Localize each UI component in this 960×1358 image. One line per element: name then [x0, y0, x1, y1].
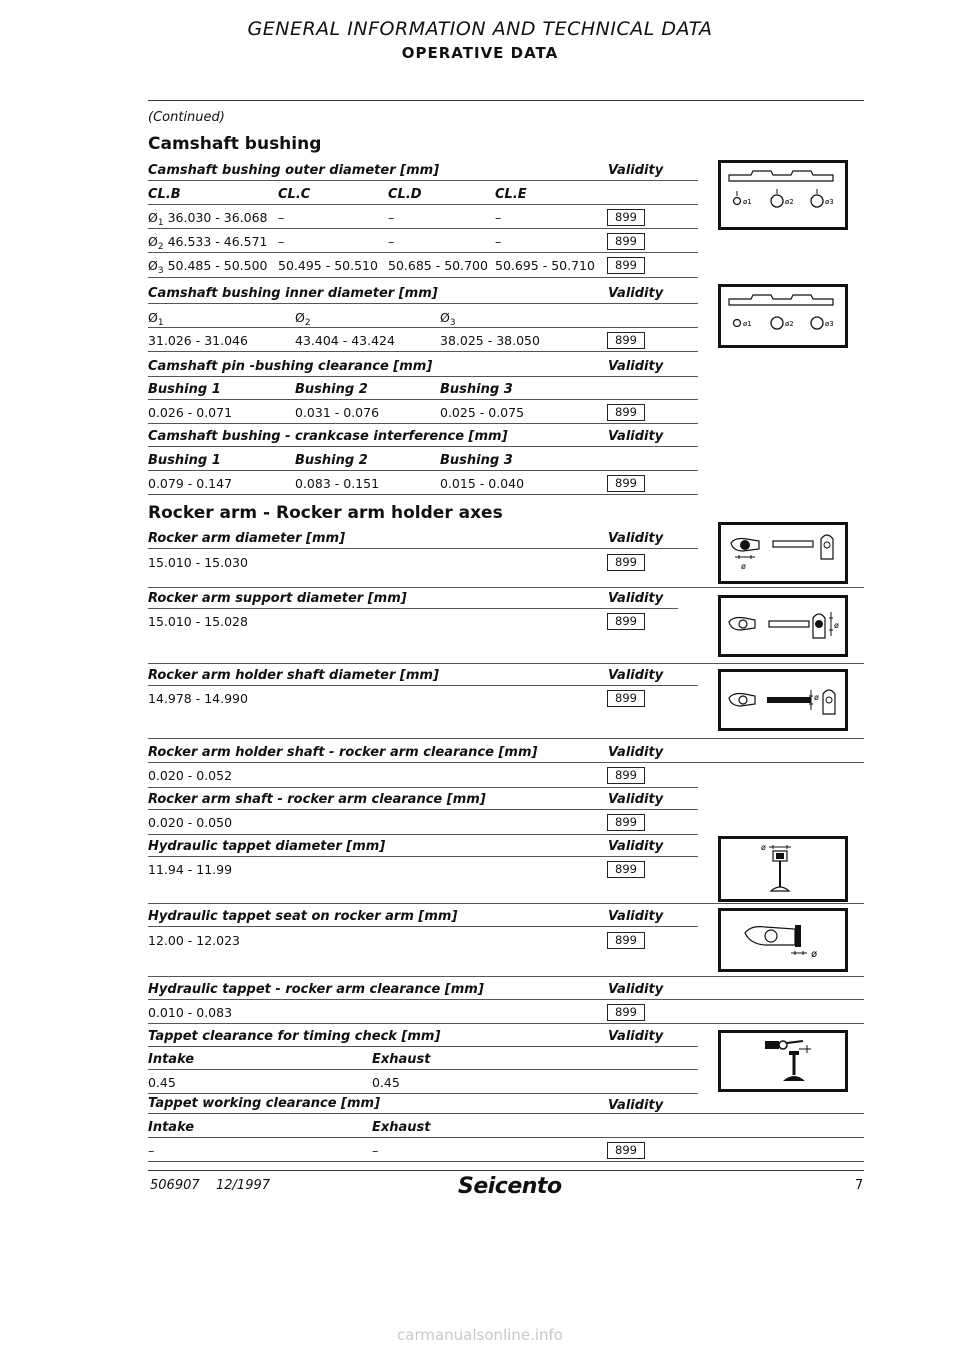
table-cell: 0.45 — [372, 1075, 400, 1090]
spec-value: 14.978 - 14.990 — [148, 691, 248, 706]
validity-code: 899 — [607, 257, 645, 274]
rocker-holder-shaft-diagram — [718, 669, 848, 731]
header-rule — [148, 100, 864, 101]
document-title: GENERAL INFORMATION AND TECHNICAL DATA — [247, 18, 713, 40]
validity-code: 899 — [607, 332, 645, 349]
table-cell: 0.45 — [148, 1075, 176, 1090]
spec-title: Rocker arm shaft - rocker arm clearance [mm] — [148, 792, 486, 807]
timing-check-diagram — [718, 1030, 848, 1092]
spec-title: Rocker arm support diameter [mm] — [148, 591, 407, 606]
validity-label: Validity — [608, 839, 664, 854]
footer-code: 506907 — [150, 1178, 200, 1193]
tappet-working-title: Tappet working clearance [mm] — [148, 1096, 381, 1111]
column-header: Intake — [148, 1120, 195, 1135]
validity-label: Validity — [608, 591, 664, 606]
tappet-seat-diagram — [718, 908, 848, 972]
validity-code: 899 — [607, 554, 645, 571]
spec-value: 11.94 - 11.99 — [148, 862, 233, 877]
spec-value: 15.010 - 15.030 — [148, 555, 248, 570]
table-cell: 0.083 - 0.151 — [295, 476, 380, 491]
footer-rule — [148, 1170, 864, 1171]
rocker-arm-diagram — [718, 522, 848, 584]
table-cell: 31.026 - 31.046 — [148, 333, 248, 348]
column-header: CL.B — [148, 187, 181, 202]
table-cell: 0.026 - 0.071 — [148, 405, 233, 420]
hydraulic-tappet-diagram — [718, 836, 848, 902]
pin-clearance-title: Camshaft pin -bushing clearance [mm] — [148, 359, 433, 374]
spec-title: Rocker arm holder shaft diameter [mm] — [148, 668, 439, 683]
validity-code: 899 — [607, 233, 645, 250]
column-header: Exhaust — [372, 1120, 431, 1135]
section-heading-camshaft: Camshaft bushing — [148, 134, 322, 154]
svg-text:ø: ø — [811, 949, 818, 960]
watermark: carmanualsonline.info — [397, 1326, 563, 1344]
table-row: $Ø_3$ 50.485 - 50.500 — [148, 258, 268, 276]
svg-text:ø3: ø3 — [825, 198, 834, 206]
svg-text:ø3: ø3 — [825, 320, 834, 328]
spec-value: 0.010 - 0.083 — [148, 1005, 233, 1020]
tappet-timing-title: Tappet clearance for timing check [mm] — [148, 1029, 441, 1044]
validity-label: Validity — [608, 286, 664, 301]
table-cell: 0.015 - 0.040 — [440, 476, 525, 491]
svg-text:ø: ø — [834, 621, 839, 630]
camshaft-outer-diameter-diagram — [718, 160, 848, 230]
validity-label: Validity — [608, 982, 664, 997]
validity-code: 899 — [607, 767, 645, 784]
table-row: $Ø_1$ 36.030 - 36.068 — [148, 210, 268, 228]
validity-label: Validity — [608, 163, 664, 178]
svg-text:ø1: ø1 — [743, 198, 752, 206]
column-header: Bushing 2 — [295, 382, 368, 397]
validity-code: 899 — [607, 404, 645, 421]
column-header: Bushing 1 — [148, 453, 221, 468]
rocker-support-diagram — [718, 595, 848, 657]
validity-label: Validity — [608, 1098, 664, 1113]
validity-label: Validity — [608, 531, 664, 546]
spec-value: 15.010 - 15.028 — [148, 614, 248, 629]
table-cell: – — [148, 1143, 155, 1158]
table-cell: 0.079 - 0.147 — [148, 476, 233, 491]
continued-note: (Continued) — [148, 110, 225, 125]
validity-label: Validity — [608, 1029, 664, 1044]
svg-text:ø2: ø2 — [785, 320, 794, 328]
spec-title: Hydraulic tappet seat on rocker arm [mm] — [148, 909, 458, 924]
footer-date: 12/1997 — [216, 1178, 271, 1193]
spec-title: Hydraulic tappet diameter [mm] — [148, 839, 386, 854]
spec-value: 12.00 - 12.023 — [148, 933, 240, 948]
validity-code: 899 — [607, 209, 645, 226]
column-header: Bushing 1 — [148, 382, 221, 397]
validity-code: 899 — [607, 814, 645, 831]
validity-label: Validity — [608, 668, 664, 683]
spec-value: 0.020 - 0.052 — [148, 768, 233, 783]
table-cell: 43.404 - 43.424 — [295, 333, 395, 348]
column-header: Exhaust — [372, 1052, 431, 1067]
column-header: Bushing 3 — [440, 453, 513, 468]
document-subtitle: OPERATIVE DATA — [401, 44, 559, 62]
validity-code: 899 — [607, 613, 645, 630]
interference-title: Camshaft bushing - crankcase interference [mm] — [148, 429, 508, 444]
svg-text:ø: ø — [741, 562, 746, 571]
inner-diameter-title: Camshaft bushing inner diameter [mm] — [148, 286, 438, 301]
table-cell: 38.025 - 38.050 — [440, 333, 540, 348]
column-header: Bushing 3 — [440, 382, 513, 397]
column-header: CL.D — [388, 187, 422, 202]
spec-title: Rocker arm diameter [mm] — [148, 531, 346, 546]
validity-label: Validity — [608, 909, 664, 924]
spec-title: Hydraulic tappet - rocker arm clearance [mm] — [148, 982, 484, 997]
camshaft-inner-diameter-diagram — [718, 284, 848, 348]
spec-value: 0.020 - 0.050 — [148, 815, 233, 830]
table-cell: – — [372, 1143, 379, 1158]
validity-code: 899 — [607, 861, 645, 878]
validity-code: 899 — [607, 475, 645, 492]
validity-label: Validity — [608, 745, 664, 760]
validity-label: Validity — [608, 792, 664, 807]
validity-label: Validity — [608, 429, 664, 444]
svg-text:ø: ø — [814, 693, 819, 702]
table-cell: 0.031 - 0.076 — [295, 405, 380, 420]
validity-code: 899 — [607, 690, 645, 707]
table-row: $Ø_2$ 46.533 - 46.571 — [148, 234, 268, 252]
section-heading-rocker: Rocker arm - Rocker arm holder axes — [148, 503, 503, 523]
column-header: CL.E — [495, 187, 527, 202]
table-cell: 0.025 - 0.075 — [440, 405, 525, 420]
validity-label: Validity — [608, 359, 664, 374]
brand-logo: Seicento — [458, 1174, 562, 1199]
validity-code: 899 — [607, 1004, 645, 1021]
validity-code: 899 — [607, 932, 645, 949]
column-header: Bushing 2 — [295, 453, 368, 468]
validity-code: 899 — [607, 1142, 645, 1159]
svg-text:ø1: ø1 — [743, 320, 752, 328]
spec-title: Rocker arm holder shaft - rocker arm clearance [mm] — [148, 745, 538, 760]
page-number: 7 — [855, 1178, 864, 1193]
svg-text:ø: ø — [761, 843, 766, 852]
svg-text:ø2: ø2 — [785, 198, 794, 206]
column-header: Intake — [148, 1052, 195, 1067]
outer-diameter-title: Camshaft bushing outer diameter [mm] — [148, 163, 440, 178]
column-header: CL.C — [278, 187, 311, 202]
